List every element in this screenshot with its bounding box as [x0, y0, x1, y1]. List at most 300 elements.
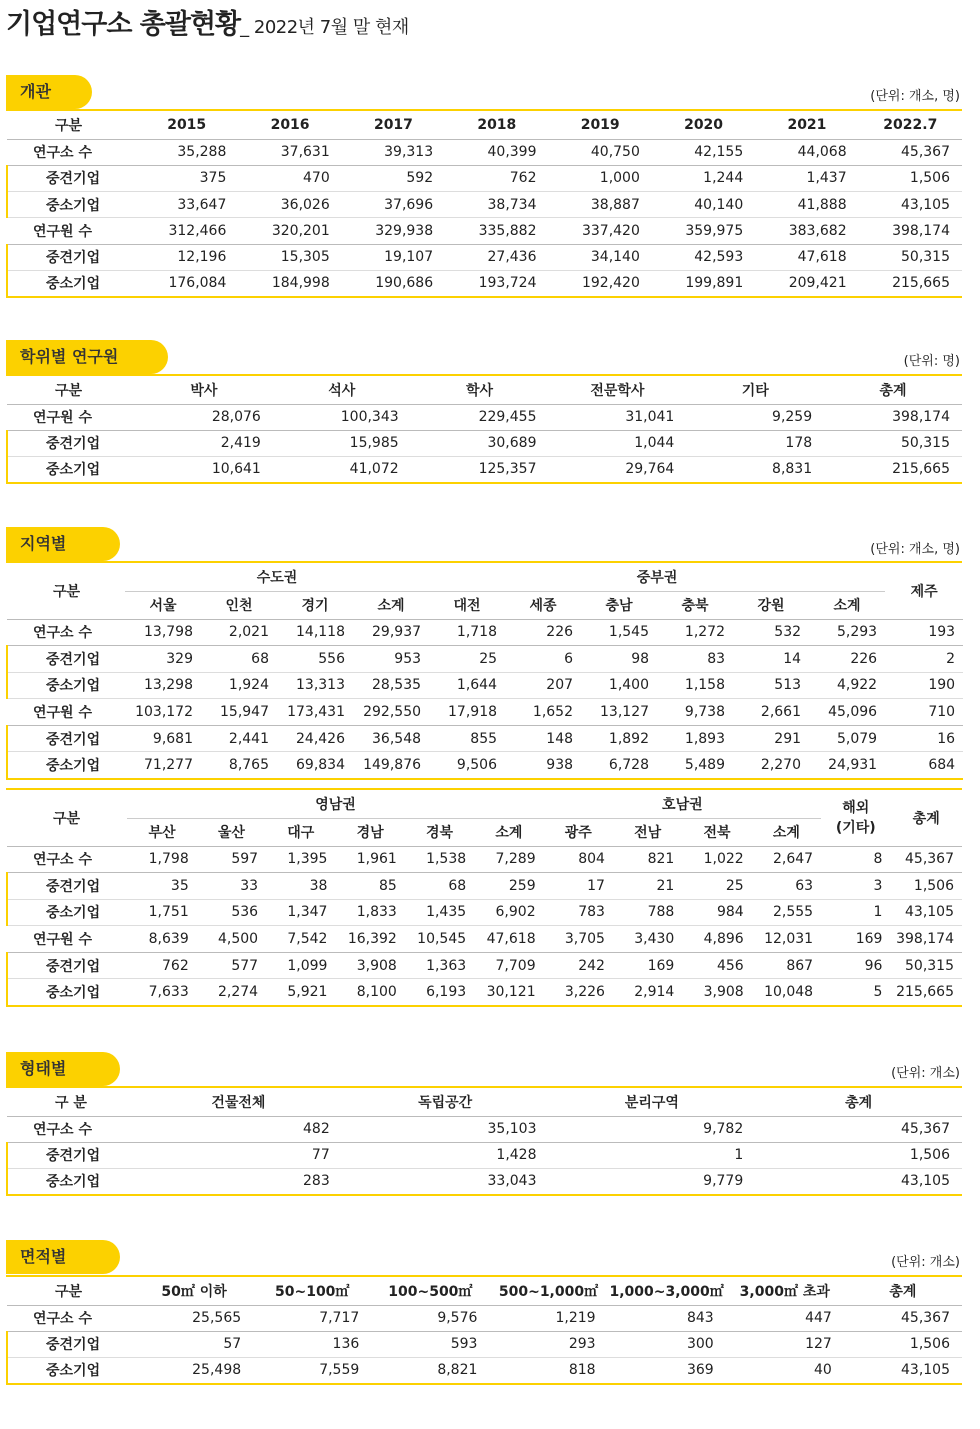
table-cell: 28,535 [353, 672, 429, 699]
table-cell: 359,975 [652, 218, 755, 244]
table-cell: 1,347 [266, 899, 335, 926]
table-cell: 710 [885, 699, 963, 726]
row-label: 연구원 수 [7, 926, 127, 953]
table-cell: 40,140 [652, 192, 755, 218]
table-cell: 821 [613, 846, 682, 873]
column-header: 3,000㎡ 초과 [739, 1283, 830, 1300]
table-cell: 83 [657, 646, 733, 673]
column-header: 전북 [682, 818, 751, 846]
table-cell: 1,099 [266, 952, 335, 979]
table-cell: 5,079 [809, 725, 885, 752]
table-cell: 1,506 [890, 873, 962, 900]
table-cell: 855 [429, 725, 505, 752]
table-cell: 5,921 [266, 979, 335, 1006]
table-cell: 5,293 [809, 619, 885, 646]
table-cell: 8,639 [127, 926, 196, 953]
table-cell: 37,696 [342, 192, 445, 218]
row-label: 중소기업 [7, 899, 127, 926]
table-cell: 40,399 [445, 139, 548, 165]
table-cell: 190,686 [342, 270, 445, 296]
table-cell: 38 [266, 873, 335, 900]
table-cell: 513 [733, 672, 809, 699]
row-label: 중소기업 [7, 979, 127, 1006]
table-cell: 38,887 [549, 192, 652, 218]
table-cell: 63 [752, 873, 821, 900]
table-cell: 593 [371, 1331, 489, 1357]
table-cell: 597 [197, 846, 266, 873]
table-cell: 149,876 [353, 752, 429, 779]
row-label: 중견기업 [7, 952, 127, 979]
table-cell: 125,357 [411, 457, 549, 483]
table-cell: 14 [733, 646, 809, 673]
table-cell: 259 [474, 873, 543, 900]
table-cell: 1 [549, 1142, 756, 1168]
table-cell: 1 [821, 899, 890, 926]
table-cell: 2,419 [135, 430, 273, 456]
table-cell: 21 [613, 873, 682, 900]
table-cell: 1,506 [755, 1142, 962, 1168]
table-cell: 2,647 [752, 846, 821, 873]
column-header: 50㎡ 이하 [161, 1283, 227, 1300]
column-header: 2020 [684, 116, 724, 133]
table-cell: 69,834 [277, 752, 353, 779]
table-cell: 36,026 [238, 192, 341, 218]
table-cell: 398,174 [824, 404, 962, 430]
table-cell: 8,100 [335, 979, 404, 1006]
row-label: 연구소 수 [7, 1305, 135, 1331]
table-cell: 1,644 [429, 672, 505, 699]
table-cell: 843 [608, 1305, 726, 1331]
column-header: 세종 [505, 591, 581, 619]
table-cell: 592 [342, 165, 445, 191]
table-cell: 207 [505, 672, 581, 699]
column-header: 구 분 [55, 1094, 87, 1111]
table-cell: 6,902 [474, 899, 543, 926]
table-cell: 1,538 [405, 846, 474, 873]
table-cell: 215,665 [824, 457, 962, 483]
table-cell: 43,105 [844, 1358, 962, 1384]
table-cell: 3,908 [335, 952, 404, 979]
table-cell: 984 [682, 899, 751, 926]
table-cell: 226 [809, 646, 885, 673]
table-cell: 329 [125, 646, 201, 673]
table-cell: 96 [821, 952, 890, 979]
table-cell: 5,489 [657, 752, 733, 779]
table-cell: 45,367 [890, 846, 962, 873]
table-cell: 2,914 [613, 979, 682, 1006]
table-cell: 40,750 [549, 139, 652, 165]
table-cell: 47,618 [474, 926, 543, 953]
table-cell: 783 [544, 899, 613, 926]
table-cell: 1,718 [429, 619, 505, 646]
column-header: 구분 [55, 1283, 83, 1300]
region-table-2 [6, 790, 962, 1007]
table-cell: 229,455 [411, 404, 549, 430]
table-cell: 50,315 [824, 430, 962, 456]
table-cell: 4,896 [682, 926, 751, 953]
row-label: 중소기업 [7, 1169, 135, 1195]
table-cell: 9,259 [686, 404, 824, 430]
column-header: 2018 [477, 116, 517, 133]
column-header: 1,000~3,000㎡ [609, 1283, 724, 1300]
table-cell: 1,961 [335, 846, 404, 873]
table-cell: 9,738 [657, 699, 733, 726]
table-cell: 684 [885, 752, 963, 779]
table-cell: 4,500 [197, 926, 266, 953]
column-header: 전문학사 [590, 382, 645, 399]
column-header: 강원 [733, 591, 809, 619]
table-cell: 193 [885, 619, 963, 646]
table-cell: 169 [821, 926, 890, 953]
column-header: 2021 [787, 116, 827, 133]
region-group-header: 영남권 [315, 796, 356, 813]
table-cell: 45,367 [859, 139, 962, 165]
table-cell: 13,313 [277, 672, 353, 699]
table-cell: 10,641 [135, 457, 273, 483]
table-cell: 103,172 [125, 699, 201, 726]
table-cell: 3,908 [682, 979, 751, 1006]
table-cell: 13,798 [125, 619, 201, 646]
table-cell: 36,548 [353, 725, 429, 752]
table-cell: 7,709 [474, 952, 543, 979]
column-header: 총계 [845, 1094, 873, 1111]
row-label: 중소기업 [7, 752, 125, 779]
table-cell: 127 [726, 1331, 844, 1357]
row-label: 중견기업 [7, 1331, 135, 1357]
table-cell: 337,420 [549, 218, 652, 244]
column-header: 2019 [580, 116, 620, 133]
table-cell: 291 [733, 725, 809, 752]
table-cell: 1,506 [844, 1331, 962, 1357]
table-cell: 9,681 [125, 725, 201, 752]
table-cell: 25,565 [135, 1305, 253, 1331]
table-cell: 24,931 [809, 752, 885, 779]
row-label: 중견기업 [7, 165, 135, 191]
table-cell: 577 [197, 952, 266, 979]
table-cell: 47,618 [755, 244, 858, 270]
table-cell: 215,665 [890, 979, 962, 1006]
table-cell: 2,270 [733, 752, 809, 779]
table-cell: 8,765 [201, 752, 277, 779]
region-group-header: 호남권 [662, 796, 703, 813]
table-cell: 6,728 [581, 752, 657, 779]
table-cell: 375 [135, 165, 238, 191]
table-cell: 8,821 [371, 1358, 489, 1384]
column-header: 2016 [270, 116, 310, 133]
table-cell: 34,140 [549, 244, 652, 270]
row-label: 중소기업 [7, 672, 125, 699]
page-title-main: 기업연구소 총괄현황 [6, 9, 241, 40]
table-cell: 2,021 [201, 619, 277, 646]
table-cell: 788 [613, 899, 682, 926]
column-header: 2017 [373, 116, 413, 133]
column-header: 경기 [277, 591, 353, 619]
table-cell: 2,661 [733, 699, 809, 726]
table-cell: 2,274 [197, 979, 266, 1006]
table-cell: 14,118 [277, 619, 353, 646]
table-cell: 17,918 [429, 699, 505, 726]
table-cell: 136 [253, 1331, 371, 1357]
table-cell: 762 [445, 165, 548, 191]
column-header: 독립공간 [418, 1094, 473, 1111]
table-cell: 1,244 [652, 165, 755, 191]
table-cell: 1,044 [548, 430, 686, 456]
unit-area: (단위: 개소) [891, 1255, 960, 1270]
table-cell: 9,506 [429, 752, 505, 779]
table-cell: 13,298 [125, 672, 201, 699]
table-cell: 329,938 [342, 218, 445, 244]
row-label: 중소기업 [7, 192, 135, 218]
table-cell: 4,922 [809, 672, 885, 699]
table-cell: 1,833 [335, 899, 404, 926]
table-cell: 1,272 [657, 619, 733, 646]
column-header: 500~1,000㎡ [498, 1283, 599, 1300]
column-header: 박사 [190, 382, 218, 399]
table-cell: 1,751 [127, 899, 196, 926]
column-header: 경북 [405, 818, 474, 846]
table-cell: 16 [885, 725, 963, 752]
unit-degree: (단위: 명) [903, 354, 960, 369]
table-cell: 29,764 [548, 457, 686, 483]
table-cell: 25,498 [135, 1358, 253, 1384]
table-cell: 173,431 [277, 699, 353, 726]
table-cell: 226 [505, 619, 581, 646]
table-cell: 50,315 [859, 244, 962, 270]
table-cell: 176,084 [135, 270, 238, 296]
table-cell: 45,096 [809, 699, 885, 726]
table-cell: 762 [127, 952, 196, 979]
table-cell: 35,103 [342, 1116, 549, 1142]
table-cell: 178 [686, 430, 824, 456]
table-cell: 818 [489, 1358, 607, 1384]
column-header: 충북 [657, 591, 733, 619]
table-cell: 209,421 [755, 270, 858, 296]
table-cell: 1,893 [657, 725, 733, 752]
unit-overview: (단위: 개소, 명) [870, 89, 960, 104]
column-header: 인천 [201, 591, 277, 619]
table-cell: 39,313 [342, 139, 445, 165]
table-cell: 1,506 [859, 165, 962, 191]
table-cell: 25 [429, 646, 505, 673]
table-cell: 3,430 [613, 926, 682, 953]
column-header: 제주 [910, 583, 938, 600]
table-cell: 100,343 [273, 404, 411, 430]
table-cell: 1,400 [581, 672, 657, 699]
table-cell: 35,288 [135, 139, 238, 165]
column-header: 울산 [197, 818, 266, 846]
table-cell: 44,068 [755, 139, 858, 165]
table-cell: 804 [544, 846, 613, 873]
table-cell: 470 [238, 165, 341, 191]
table-cell: 312,466 [135, 218, 238, 244]
table-cell: 1,892 [581, 725, 657, 752]
column-header: 건물전체 [211, 1094, 266, 1111]
table-cell: 43,105 [859, 192, 962, 218]
table-cell: 7,559 [253, 1358, 371, 1384]
table-cell: 42,155 [652, 139, 755, 165]
table-cell: 30,689 [411, 430, 549, 456]
table-cell: 24,426 [277, 725, 353, 752]
table-cell: 25 [682, 873, 751, 900]
table-cell: 16,392 [335, 926, 404, 953]
table-cell: 8 [821, 846, 890, 873]
table-cell: 953 [353, 646, 429, 673]
table-cell: 57 [135, 1331, 253, 1357]
table-cell: 27,436 [445, 244, 548, 270]
row-label: 중견기업 [7, 725, 125, 752]
area-table [6, 1277, 962, 1385]
column-header: 소계 [353, 591, 429, 619]
table-cell: 42,593 [652, 244, 755, 270]
row-label: 중견기업 [7, 646, 125, 673]
column-header: 부산 [127, 818, 196, 846]
row-label: 중소기업 [7, 270, 135, 296]
table-cell: 85 [335, 873, 404, 900]
table-cell: 77 [135, 1142, 342, 1168]
table-cell: 300 [608, 1331, 726, 1357]
row-label: 중소기업 [7, 1358, 135, 1384]
column-header: 충남 [581, 591, 657, 619]
table-cell: 19,107 [342, 244, 445, 270]
column-header: 총계 [889, 1283, 917, 1300]
table-cell: 938 [505, 752, 581, 779]
table-cell: 7,289 [474, 846, 543, 873]
table-cell: 41,888 [755, 192, 858, 218]
column-header: 구분 [55, 117, 83, 134]
table-cell: 456 [682, 952, 751, 979]
row-label: 연구원 수 [7, 699, 125, 726]
column-header: 구분 [55, 382, 83, 399]
table-cell: 2,555 [752, 899, 821, 926]
table-cell: 1,395 [266, 846, 335, 873]
table-cell: 33,647 [135, 192, 238, 218]
column-header: 100~500㎡ [388, 1283, 473, 1300]
table-cell: 37,631 [238, 139, 341, 165]
table-cell: 398,174 [859, 218, 962, 244]
table-cell: 15,947 [201, 699, 277, 726]
table-cell: 6,193 [405, 979, 474, 1006]
column-header: 소계 [752, 818, 821, 846]
table-cell: 9,782 [549, 1116, 756, 1142]
column-header: 소계 [809, 591, 885, 619]
table-cell: 10,048 [752, 979, 821, 1006]
table-cell: 398,174 [890, 926, 962, 953]
table-cell: 242 [544, 952, 613, 979]
table-cell: 383,682 [755, 218, 858, 244]
table-cell: 215,665 [859, 270, 962, 296]
degree-table [6, 376, 962, 484]
table-cell: 193,724 [445, 270, 548, 296]
table-cell: 1,363 [405, 952, 474, 979]
table-cell: 5 [821, 979, 890, 1006]
table-cell: 148 [505, 725, 581, 752]
table-cell: 320,201 [238, 218, 341, 244]
row-label: 연구소 수 [7, 1116, 135, 1142]
section-tab-degree: 학위별 연구원 [6, 340, 168, 374]
table-cell: 10,545 [405, 926, 474, 953]
column-header: 구분 [53, 810, 81, 827]
table-cell: 9,779 [549, 1169, 756, 1195]
region-table-1 [6, 563, 963, 780]
column-header: 2022.7 [883, 116, 938, 133]
table-cell: 33 [197, 873, 266, 900]
table-cell: 1,435 [405, 899, 474, 926]
table-cell: 532 [733, 619, 809, 646]
table-cell: 71,277 [125, 752, 201, 779]
table-cell: 169 [613, 952, 682, 979]
column-header: 소계 [474, 818, 543, 846]
column-header: 총계 [879, 382, 907, 399]
page-subtitle: _ 2022년 7월 말 현재 [240, 17, 409, 38]
row-label: 중소기업 [7, 457, 135, 483]
table-cell: 556 [277, 646, 353, 673]
table-cell: 9,576 [371, 1305, 489, 1331]
table-cell: 447 [726, 1305, 844, 1331]
column-header: 구분 [53, 583, 81, 600]
table-cell: 7,717 [253, 1305, 371, 1331]
table-cell: 192,420 [549, 270, 652, 296]
table-cell: 68 [201, 646, 277, 673]
table-cell: 35 [127, 873, 196, 900]
table-cell: 6 [505, 646, 581, 673]
page-title [6, 2, 409, 41]
column-header: 석사 [328, 382, 356, 399]
table-cell: 2,441 [201, 725, 277, 752]
table-cell: 12,031 [752, 926, 821, 953]
table-cell: 45,367 [844, 1305, 962, 1331]
table-cell: 482 [135, 1116, 342, 1142]
table-cell: 33,043 [342, 1169, 549, 1195]
table-cell: 13,127 [581, 699, 657, 726]
table-cell: 536 [197, 899, 266, 926]
table-cell: 1,798 [127, 846, 196, 873]
table-cell: 8,831 [686, 457, 824, 483]
table-cell: 40 [726, 1358, 844, 1384]
section-tab-region: 지역별 [6, 527, 120, 561]
region-group-header: 수도권 [256, 569, 298, 586]
table-cell: 43,105 [890, 899, 962, 926]
table-cell: 3 [821, 873, 890, 900]
column-header: 학사 [466, 382, 494, 399]
table-cell: 335,882 [445, 218, 548, 244]
table-cell: 1,219 [489, 1305, 607, 1331]
table-cell: 199,891 [652, 270, 755, 296]
row-label: 중견기업 [7, 430, 135, 456]
column-header: 경남 [335, 818, 404, 846]
column-header: 광주 [544, 818, 613, 846]
row-label: 연구소 수 [7, 139, 135, 165]
column-header: 전남 [613, 818, 682, 846]
table-cell: 12,196 [135, 244, 238, 270]
table-cell: 1,158 [657, 672, 733, 699]
table-cell: 1,428 [342, 1142, 549, 1168]
table-cell: 292,550 [353, 699, 429, 726]
table-cell: 29,937 [353, 619, 429, 646]
table-cell: 1,652 [505, 699, 581, 726]
column-header: 분리구역 [624, 1094, 679, 1111]
table-cell: 1,924 [201, 672, 277, 699]
section-tab-area: 면적별 [6, 1240, 120, 1274]
table-cell: 867 [752, 952, 821, 979]
column-header: 해외 (기타) [835, 799, 876, 836]
table-cell: 283 [135, 1169, 342, 1195]
table-cell: 3,226 [544, 979, 613, 1006]
table-cell: 293 [489, 1331, 607, 1357]
table-cell: 184,998 [238, 270, 341, 296]
section-tab-form: 형태별 [6, 1052, 120, 1086]
overview-table [6, 111, 962, 298]
row-label: 연구원 수 [7, 218, 135, 244]
